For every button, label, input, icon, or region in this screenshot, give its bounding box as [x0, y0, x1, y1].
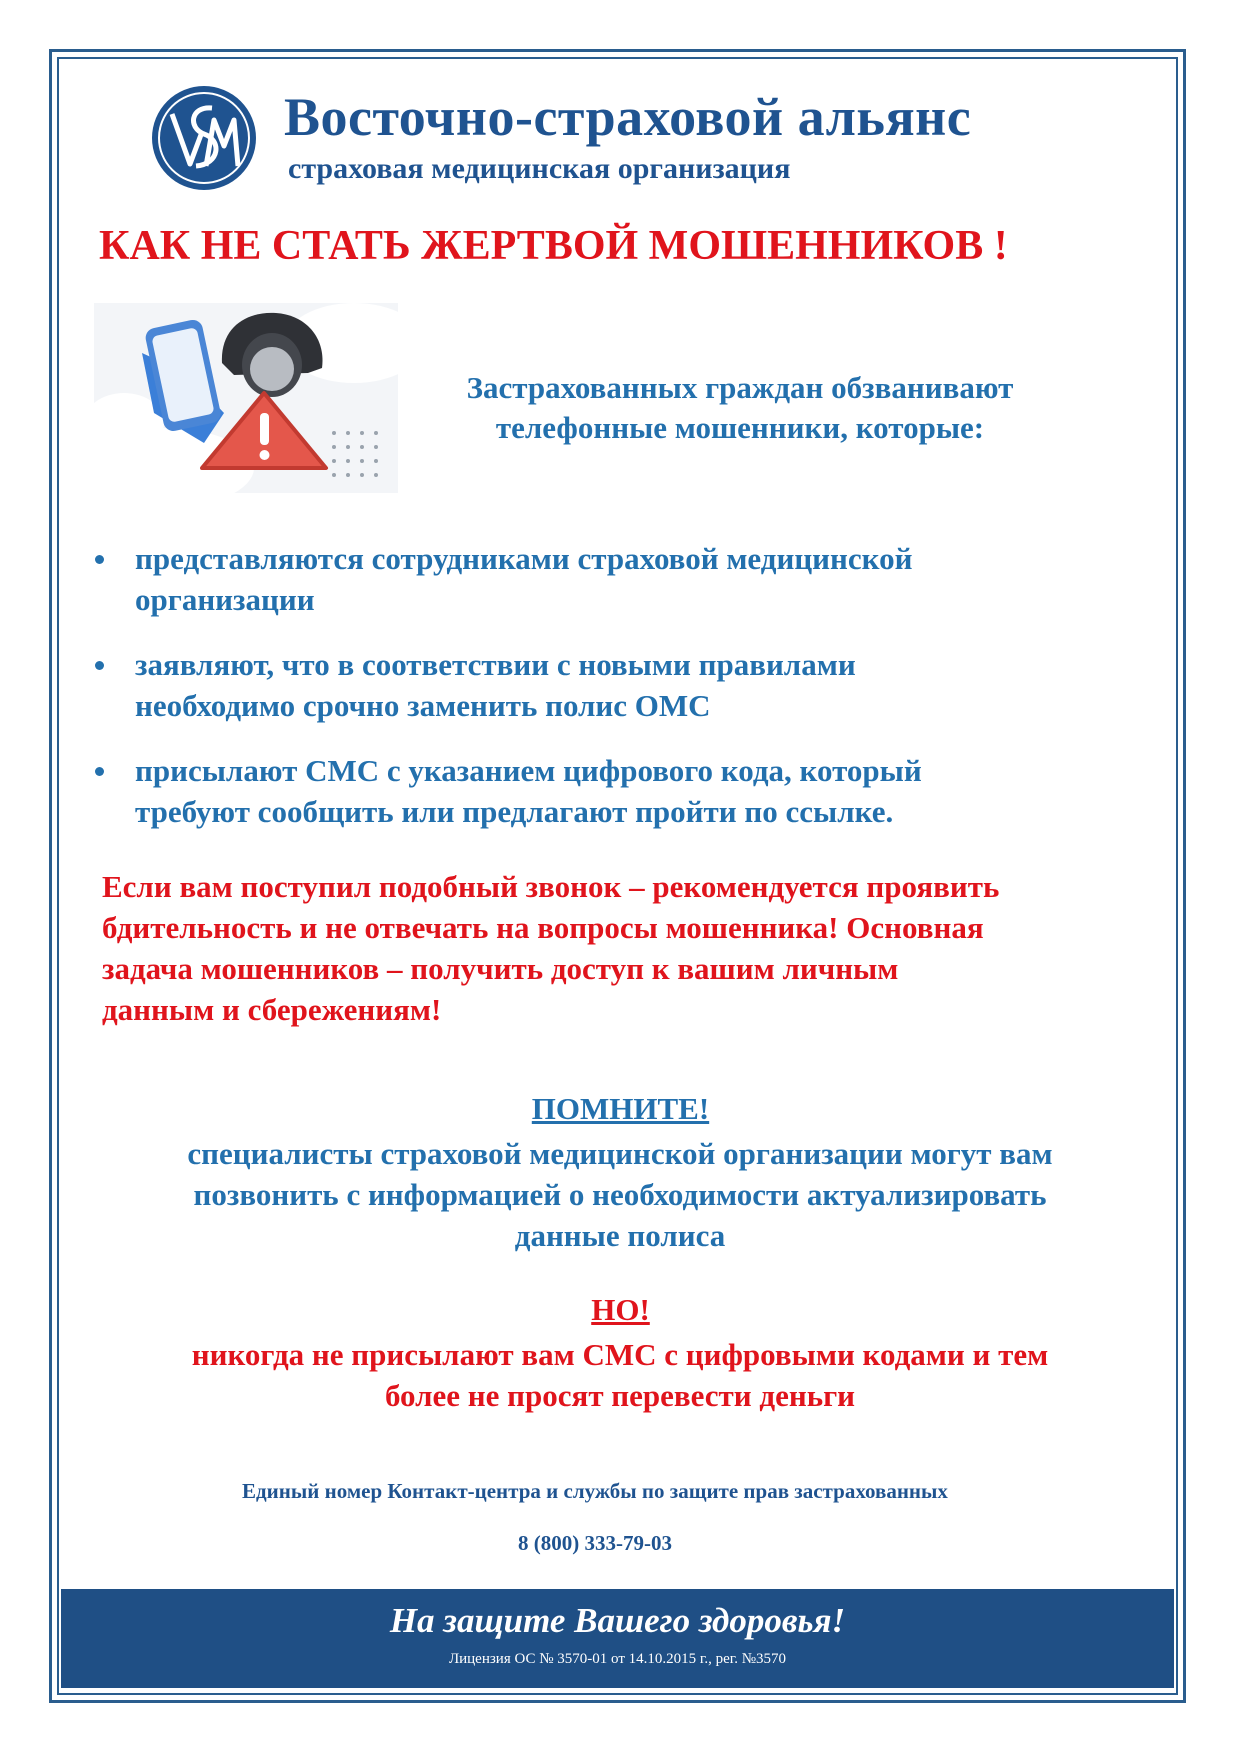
list-item-line: представляются сотрудниками страховой медицинской: [135, 541, 913, 576]
intro-text: [435, 368, 1045, 448]
remember-text: [100, 1133, 1140, 1256]
contact-center-label: Единый номер Контакт-центра и службы по защите прав застрахованных: [242, 1479, 948, 1503]
list-item: [90, 538, 1150, 620]
intro-line: телефонные мошенники, которые:: [495, 410, 985, 445]
but-title: НО!: [591, 1292, 650, 1327]
fraud-tactics-list: [90, 538, 1150, 856]
fraud-caller-warning-illustration-icon: [94, 303, 398, 493]
headline: КАК НЕ СТАТЬ ЖЕРТВОЙ МОШЕННИКОВ !: [99, 223, 1008, 269]
list-item-line: необходимо срочно заменить полис ОМС: [135, 688, 711, 723]
but-line: никогда не присылают вам СМС с цифровыми кодами и тем: [191, 1337, 1049, 1372]
remember-line: специалисты страховой медицинской организации могут вам: [187, 1136, 1053, 1171]
warning-paragraph: [102, 866, 1162, 1030]
intro-line: Застрахованных граждан обзванивают: [466, 370, 1014, 405]
warning-line: задача мошенников – получить доступ к вашим личным: [102, 951, 899, 986]
org-name: Восточно-страховой альянс: [284, 87, 972, 147]
bullet-dot-icon: [95, 661, 104, 670]
remember-line: позвонить с информацией о необходимости актуализировать: [193, 1177, 1047, 1212]
remember-title: ПОМНИТЕ!: [531, 1091, 710, 1126]
list-item-line: организации: [135, 582, 315, 617]
warning-line: Если вам поступил подобный звонок – рекомендуется проявить: [102, 869, 1000, 904]
bullet-dot-icon: [95, 555, 104, 564]
list-item: [90, 644, 1150, 726]
header: [150, 84, 1100, 194]
but-text: [100, 1334, 1140, 1416]
footer-band: [61, 1589, 1174, 1688]
remember-line: данные полиса: [514, 1218, 726, 1253]
warning-line: данным и сбережениям!: [102, 992, 442, 1027]
list-item-line: присылают СМС с указанием цифрового кода, который: [135, 753, 922, 788]
vsa-monogram-logo-icon: [150, 84, 258, 192]
footer-slogan: На защите Вашего здоровья!: [389, 1601, 846, 1640]
list-item-line: требуют сообщить или предлагают пройти по ссылке.: [135, 794, 894, 829]
list-item-line: заявляют, что в соответствии с новыми правилами: [135, 647, 856, 682]
license-text: Лицензия ОС № 3570-01 от 14.10.2015 г., рег. №3570: [448, 1651, 787, 1667]
but-line: более не просят перевести деньги: [384, 1378, 856, 1413]
contact-phone-number: 8 (800) 333-79-03: [518, 1531, 672, 1555]
warning-line: бдительность и не отвечать на вопросы мошенника! Основная: [102, 910, 984, 945]
bullet-dot-icon: [95, 767, 104, 776]
org-subtitle: страховая медицинская организация: [288, 152, 791, 185]
list-item: [90, 750, 1150, 832]
